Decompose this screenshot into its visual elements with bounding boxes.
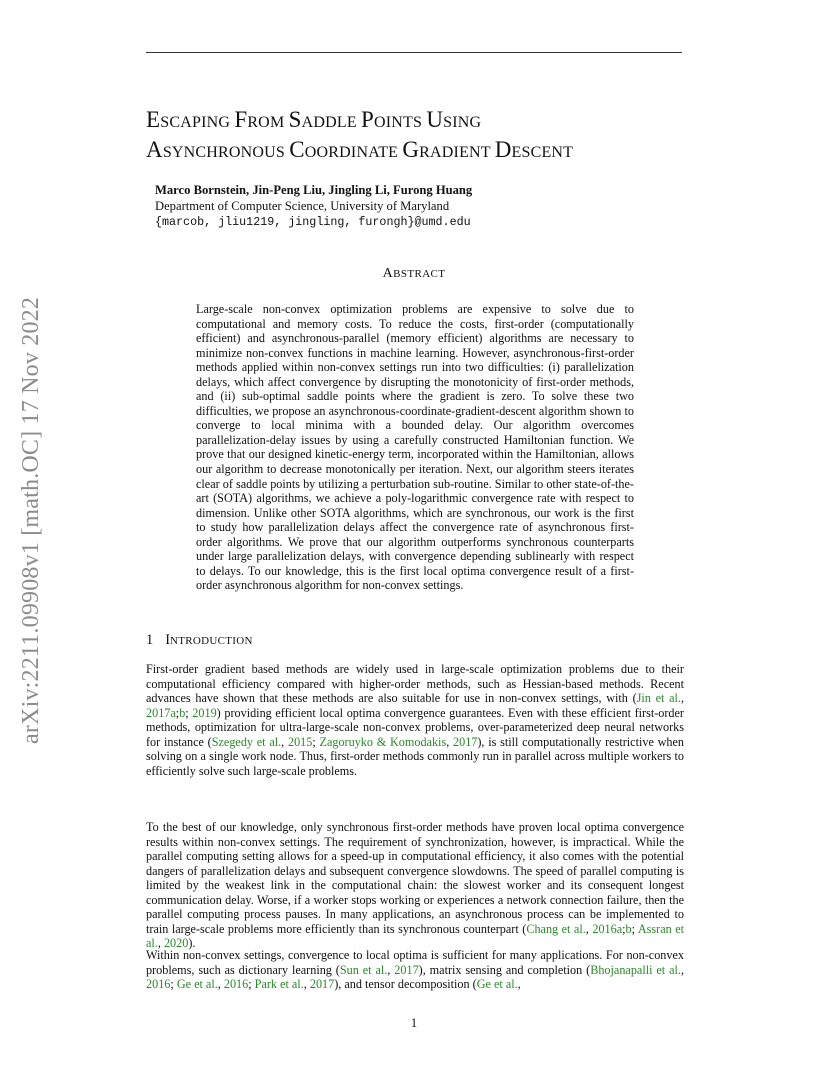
citation-link[interactable]: 2020: [163, 936, 189, 951]
citation-link[interactable]: 2017: [309, 977, 335, 992]
top-rule: [146, 52, 682, 53]
author-block: [155, 182, 472, 230]
citation-link[interactable]: b: [179, 705, 186, 720]
author-email: {marcob, jliu1219, jingling, furongh}@umd.edu: [155, 215, 471, 229]
citation-link[interactable]: 2016: [146, 977, 171, 992]
page-number: 1: [410, 1016, 418, 1030]
abstract-heading: ABSTRACT: [382, 266, 446, 281]
citation-link[interactable]: 2016: [223, 977, 249, 992]
citation-link[interactable]: 2019: [192, 705, 217, 720]
abstract-text: Large-scale non-convex optimization problems are expensive to solve due to computational and memory costs. To reduce the costs, first-order (computationally efficient) and asynchronous-parallel (memory efficient) algorithms are necessary to minimize non-convex functions in machine learning. However, asynchronous-first-order methods applied within non-convex settings run into two difficulties: (i) parallelization delays, which affect convergence by disrupting the monotonicity of first-order methods, and (ii) sub-optimal saddle points where the gradient is zero. To solve these two difficulties, we propose an asynchronous-coordinate-gradient-descent algorithm shown to converge to local minima with a bounded delay. Our algorithm overcomes parallelization-delay issues by using a carefully constructed Hamiltonian function. We prove that our designed kinetic-energy term, incorporated within the Hamiltonian, allows our algorithm to decrease monotonically per iteration. Next, our algorithm steers iterates clear of saddle points by utilizing a perturbation sub-routine. Similar to other state-of-the-art (SOTA) algorithms, we achieve a poly-logarithmic convergence rate with respect to dimension. Unlike other SOTA algorithms, which are synchronous, our work is the first to study how parallelization delays affect the convergence rate of asynchronous first-order algorithms. We prove that our algorithm outperforms synchronous counterparts under large parallelization delays, with convergence depending sublinearly with respect to delays. To our knowledge, this is the first local optima convergence result of a first-order asynchronous algorithm for non-convex settings.: [196, 302, 634, 593]
section-number: 1: [146, 632, 154, 648]
citation-link[interactable]: 2015: [287, 734, 313, 749]
citation-link[interactable]: Bhojanapalli et al.: [590, 962, 681, 977]
citation-link[interactable]: Zagoruyko & Komodakis: [319, 734, 447, 749]
citation-link[interactable]: b: [625, 921, 632, 936]
author-affiliation: Department of Computer Science, University of Maryland: [155, 199, 450, 213]
citation-link[interactable]: Ge et al.: [476, 977, 518, 992]
arxiv-identifier: arXiv:2211.09908v1 [math.OC] 17 Nov 2022: [18, 296, 44, 744]
paper-title: [146, 106, 706, 166]
citation-link[interactable]: 2017: [453, 734, 478, 749]
citation-link[interactable]: Assran et al.: [146, 921, 684, 951]
title-line-2: ASYNCHRONOUS COORDINATE GRADIENT DESCENT: [146, 137, 574, 162]
citation-link[interactable]: 2016a: [592, 921, 623, 936]
citation-link[interactable]: Ge et al.: [176, 977, 218, 992]
intro-paragraph-3: Within non-convex settings, convergence to local optima is sufficient for many applications. For non-convex problems, such as dictionary learning (Sun et al., 2017), matrix sensing and completion (Bhojanapalli et al., 2016; Ge et al., 2016; Park et al., 2017), and tensor decomposition (Ge et al.,: [146, 948, 684, 992]
citation-link[interactable]: Chang et al.: [526, 921, 586, 936]
section-heading-introduction: 1 INTRODUCTION: [146, 632, 253, 648]
citation-link[interactable]: Jin et al.: [636, 691, 681, 706]
citation-link[interactable]: Szegedy et al.: [211, 734, 282, 749]
citation-link[interactable]: Park et al.: [254, 977, 304, 992]
citation-link[interactable]: 2017: [394, 962, 419, 977]
intro-paragraph-1: First-order gradient based methods are widely used in large-scale optimization problems due to their computational efficiency compared with higher-order methods, such as Hessian-based methods. Recent advances have shown that these methods are also suitable for use in non-convex settings, with (Jin et al., 2017a;b; 2019) providing efficient local optima convergence guarantees. Even with these efficient first-order methods, optimization for ultra-large-scale non-convex problems, over-parameterized deep neural networks for instance (Szegedy et al., 2015; Zagoruyko & Komodakis, 2017), is still computationally restrictive when solving on a single work node. Thus, first-order methods commonly run in parallel across multiple workers to efficiently solve such large-scale problems.: [146, 662, 685, 778]
citation-link[interactable]: 2017a: [146, 705, 176, 720]
intro-paragraph-2: To the best of our knowledge, only synchronous first-order methods have proven local optima convergence results within non-convex settings. The requirement of synchronization, however, is impractical. While the parallel computing setting allows for a speed-up in computational efficiency, it also comes with the potential dangers of parallelization delays and subsequent convergence slowdowns. The speed of parallel computing is limited by the weakest link in the computational chain: the slowest worker and its consequent longest communication delay. Worse, if a worker stops working or experiences a network connection failure, then the parallel computing process pauses. In many applications, an asynchronous process can be implemented to train large-scale problems more efficiently than its synchronous counterpart (Chang et al., 2016a;b; Assran et al., 2020).: [146, 820, 684, 951]
author-names: Marco Bornstein, Jin-Peng Liu, Jingling Li, Furong Huang: [155, 183, 473, 197]
citation-link[interactable]: Sun et al.: [339, 962, 388, 977]
title-line-1: ESCAPING FROM SADDLE POINTS USING: [146, 107, 482, 132]
